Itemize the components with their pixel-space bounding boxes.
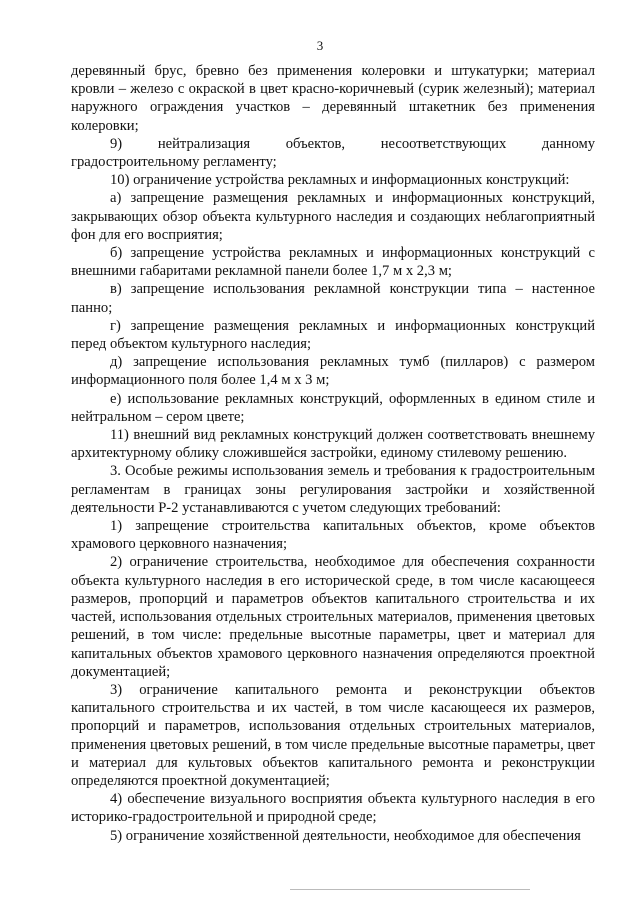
- document-body: [71, 62, 595, 845]
- paragraph-subitem-a: а) запрещение размещения рекламных и информационных конструкций, закрывающих обзор объекта культурного наследия и создающих неблагоприятный фон для его восприятия;: [71, 190, 595, 243]
- paragraph-requirement-1: 1) запрещение строительства капитальных объектов, кроме объектов храмового церковного назначения;: [71, 518, 595, 553]
- paragraph-item-11: 11) внешний вид рекламных конструкций должен соответствовать внешнему архитектурному облику сложившейся застройки, единому стилевому решению.: [71, 427, 595, 462]
- paragraph-continuation: деревянный брус, бревно без применения колеровки и штукатурки; материал кровли – железо с окраской в цвет красно-коричневый (сурик железный); материал наружного ограждения участков – деревянный штакетник без применения колеровки;: [71, 63, 595, 134]
- paragraph-subitem-v: в) запрещение использования рекламной конструкции типа – настенное панно;: [71, 281, 595, 316]
- paragraph-subitem-d: д) запрещение использования рекламных тумб (пилларов) с размером информационного поля более 1,4 м х 3 м;: [71, 354, 595, 389]
- paragraph-subitem-b: б) запрещение устройства рекламных и информационных конструкций с внешними габаритами рекламной панели более 1,7 м х 2,3 м;: [71, 245, 595, 280]
- paragraph-section-3: 3. Особые режимы использования земель и требования к градостроительным регламентам в границах зоны регулирования застройки и хозяйственной деятельности Р-2 устанавливаются с учетом следующих требований:: [71, 463, 595, 516]
- paragraph-subitem-g: г) запрещение размещения рекламных и информационных конструкций перед объектом культурного наследия;: [71, 317, 595, 353]
- paragraph-requirement-3: 3) ограничение капитального ремонта и реконструкции объектов капитального строительства и их частей, в том числе касающееся их размеров, пропорций и параметров, использования отдельных строительных материалов, применения цветовых решений, в том числе предельные высотные параметры, цвет и материал для культовых объектов капитального ремонта и реконструкции определяются проектной документацией;: [71, 681, 595, 789]
- footer-divider: [290, 889, 530, 890]
- paragraph-requirement-2: 2) ограничение строительства, необходимое для обеспечения сохранности объекта культурного наследия в его исторической среде, в том числе касающееся размеров, пропорций и параметров объектов капитального строительства и их частей, использования отдельных строительных материалов, применения цветовых решений, в том числе: предельные высотные параметры, цвет и материал для капитальных объектов храмового церковного назначения определяются проектной документацией;: [71, 554, 595, 680]
- paragraph-requirement-5: 5) ограничение хозяйственной деятельности, необходимое для обеспечения: [110, 827, 581, 844]
- paragraph-item-9: 9) нейтрализация объектов, несоответствующих данному градостроительному регламенту;: [71, 135, 595, 171]
- paragraph-requirement-4: 4) обеспечение визуального восприятия объекта культурного наследия в его историко-градостроительной и природной среде;: [71, 791, 595, 826]
- paragraph-item-10: 10) ограничение устройства рекламных и информационных конструкций:: [110, 172, 570, 189]
- page-number: 3: [316, 38, 324, 53]
- paragraph-subitem-e: е) использование рекламных конструкций, оформленных в едином стиле и нейтральном – сером цвете;: [71, 390, 595, 425]
